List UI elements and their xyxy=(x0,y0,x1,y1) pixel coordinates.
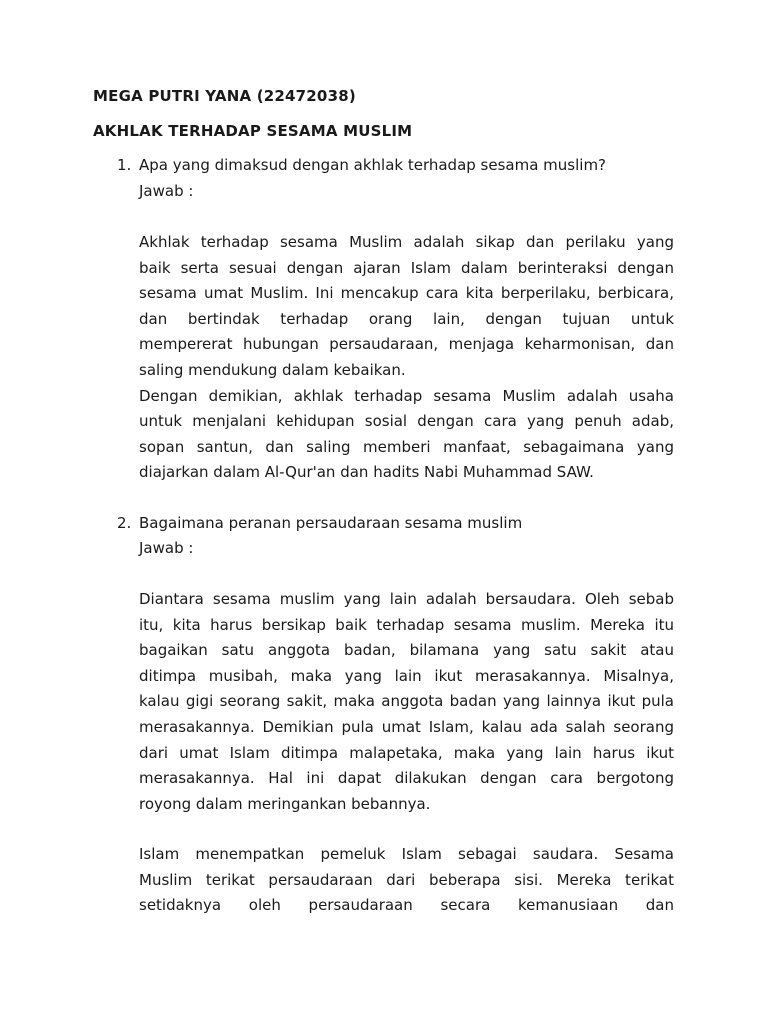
text-line: setidaknya oleh persaudaraan secara kemanusiaan dan xyxy=(139,896,674,915)
text-line: Muslim terikat persaudaraan dari beberapa sisi. Mereka terikat xyxy=(139,870,674,889)
question-2-text: Bagaimana peranan persaudaraan sesama muslim xyxy=(139,514,523,532)
author-name: MEGA PUTRI YANA (22472038) xyxy=(93,87,356,105)
document-title: AKHLAK TERHADAP SESAMA MUSLIM xyxy=(93,122,413,140)
answer-1-paragraph-2 xyxy=(139,384,674,486)
text-line: mempererat hubungan persaudaraan, menjaga keharmonisan, dan xyxy=(139,335,674,354)
answer-2-paragraph-1 xyxy=(139,587,674,817)
text-line: Islam menempatkan pemeluk Islam sebagai saudara. Sesama xyxy=(139,845,674,863)
text-line: dan bertindak terhadap orang lain, dengan tujuan untuk xyxy=(139,309,674,328)
text-line: Diantara sesama muslim yang lain adalah bersaudara. Oleh sebab xyxy=(139,590,674,608)
text-line: bagaikan satu anggota badan, bilamana yang satu sakit atau xyxy=(139,641,674,660)
text-line: merasakannya. Demikian pula umat Islam, kalau ada salah seorang xyxy=(139,717,674,736)
question-2-number: 2. xyxy=(117,514,132,532)
text-line: ditimpa musibah, maka yang lain ikut merasakannya. Misalnya, xyxy=(139,666,674,685)
question-2-answer-label: Jawab : xyxy=(139,539,194,557)
text-line: sopan santun, dan saling memberi manfaat, sebagaimana yang xyxy=(139,437,674,456)
question-1-number: 1. xyxy=(117,156,132,174)
text-line: saling mendukung dalam kebaikan. xyxy=(139,360,406,379)
text-line: Akhlak terhadap sesama Muslim adalah sikap dan perilaku yang xyxy=(139,233,674,251)
answer-1-paragraph-1 xyxy=(139,230,674,384)
text-line: baik serta sesuai dengan ajaran Islam dalam berinteraksi dengan xyxy=(139,258,674,277)
text-line: itu, kita harus bersikap baik terhadap sesama muslim. Mereka itu xyxy=(139,615,674,634)
question-1-text: Apa yang dimaksud dengan akhlak terhadap sesama muslim? xyxy=(139,156,607,174)
text-line: sesama umat Muslim. Ini mencakup cara kita berperilaku, berbicara, xyxy=(139,284,674,303)
text-line: dari umat Islam ditimpa malapetaka, maka yang lain harus ikut xyxy=(139,743,674,762)
text-line: untuk menjalani kehidupan sosial dengan cara yang penuh adab, xyxy=(139,412,674,431)
text-line: diajarkan dalam Al-Qur'an dan hadits Nabi Muhammad SAW. xyxy=(139,463,594,482)
text-line: royong dalam meringankan bebannya. xyxy=(139,794,431,813)
text-line: kalau gigi seorang sakit, maka anggota badan yang lainnya ikut pula xyxy=(139,692,674,711)
question-1-answer-label: Jawab : xyxy=(139,182,194,200)
text-line: merasakannya. Hal ini dapat dilakukan dengan cara bergotong xyxy=(139,769,674,788)
answer-2-paragraph-2 xyxy=(139,842,674,919)
text-line: Dengan demikian, akhlak terhadap sesama Muslim adalah usaha xyxy=(139,386,674,405)
